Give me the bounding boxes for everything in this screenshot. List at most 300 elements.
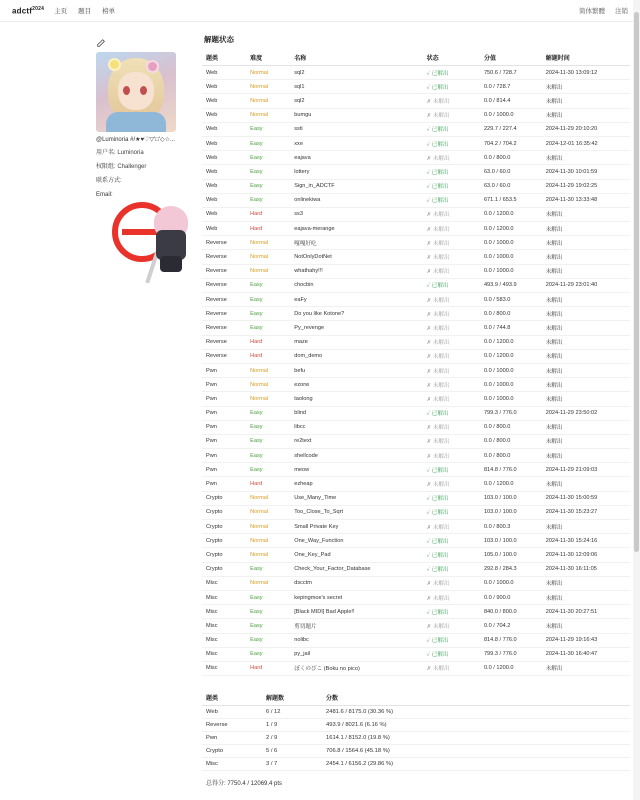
difficulty-badge: Normal (250, 254, 269, 261)
cell-category: Misc (202, 661, 246, 675)
cell-category: Crypto (202, 534, 246, 548)
summary-cell-score: 706.8 / 1564.6 (45.18 %) (322, 745, 630, 758)
nav-item-challenges[interactable]: 题目 (78, 8, 92, 15)
cell-difficulty (246, 576, 290, 590)
table-row[interactable] (202, 222, 630, 236)
avatar (96, 52, 176, 132)
cell-challenge-name[interactable]: ぼくのびこ (Boku no pico) (290, 661, 422, 675)
cell-category: Web (202, 136, 246, 150)
difficulty-badge: Normal (250, 83, 269, 90)
cell-challenge-name[interactable]: chocbin (290, 278, 422, 292)
solve-status-table (202, 50, 630, 676)
cell-challenge-name[interactable]: nolibc (290, 633, 422, 647)
cell-score: 799.3 / 776.0 (480, 647, 542, 661)
cell-solve-time: 未解出 (542, 378, 630, 392)
table-row[interactable] (202, 349, 630, 363)
summary-column-category: 题类 (202, 690, 262, 706)
cell-solve-time: 未解出 (542, 477, 630, 491)
cell-solve-time: 未解出 (542, 590, 630, 604)
summary-cell-score: 2454.1 / 6156.2 (29.86 %) (322, 758, 630, 771)
summary-row (202, 758, 630, 771)
nav-item-scoreboard[interactable]: 榜单 (102, 8, 116, 15)
cell-difficulty (246, 307, 290, 321)
status-solved: ✓ 已解出 (426, 283, 449, 290)
cell-solve-time: 未解出 (542, 420, 630, 434)
table-row[interactable] (202, 66, 630, 80)
cell-status (423, 378, 480, 392)
cell-status (423, 236, 480, 250)
status-unsolved: ✗ 未解出 (426, 666, 450, 673)
table-row[interactable] (202, 293, 630, 307)
table-row[interactable] (202, 392, 630, 406)
cell-challenge-name[interactable]: maze (290, 335, 422, 349)
cell-score: 840.0 / 800.0 (480, 605, 542, 619)
status-solved: ✓ 已解出 (426, 169, 449, 176)
status-unsolved: ✗ 未解出 (426, 255, 450, 262)
difficulty-badge: Easy (250, 296, 263, 303)
cell-score: 0.0 / 1200.0 (480, 661, 542, 675)
cell-status (423, 264, 480, 278)
cell-challenge-name[interactable]: [Black MIDI] Bad Apple!! (290, 605, 422, 619)
edit-icon[interactable] (96, 38, 106, 48)
table-row[interactable] (202, 136, 630, 150)
status-unsolved: ✗ 未解出 (426, 368, 450, 375)
cell-challenge-name[interactable]: Py_revenge (290, 321, 422, 335)
profile-field-username-value: Luminoria (117, 150, 144, 157)
cell-difficulty (246, 236, 290, 250)
cell-score: 0.0 / 728.7 (480, 80, 542, 94)
table-row[interactable] (202, 250, 630, 264)
cell-status (423, 94, 480, 108)
cell-status (423, 108, 480, 122)
cell-challenge-name[interactable]: bumgu (290, 108, 422, 122)
cell-challenge-name[interactable]: One_Way_Function (290, 534, 422, 548)
cell-difficulty (246, 193, 290, 207)
summary-column-score: 分数 (322, 690, 630, 706)
summary-row (202, 732, 630, 745)
profile-field-username-label: 用户名: (96, 150, 116, 157)
cell-challenge-name[interactable]: whathahy!!! (290, 264, 422, 278)
cell-challenge-name[interactable]: 剪切题片 (290, 619, 422, 633)
status-solved: ✓ 已解出 (426, 127, 449, 134)
table-row[interactable] (202, 548, 630, 562)
cell-score: 493.9 / 493.9 (480, 278, 542, 292)
column-header-name: 名称 (290, 50, 422, 66)
summary-cell-count: 2 / 9 (262, 732, 322, 745)
cell-solve-time: 未解出 (542, 434, 630, 448)
cell-category: Pwn (202, 363, 246, 377)
cell-challenge-name[interactable]: Small Private Key (290, 520, 422, 534)
cell-solve-time: 2024-11-30 20:27:51 (542, 605, 630, 619)
cell-category: Pwn (202, 477, 246, 491)
cell-category: Misc (202, 605, 246, 619)
status-unsolved: ✗ 未解出 (426, 325, 450, 332)
cell-challenge-name[interactable]: befu (290, 363, 422, 377)
cell-score: 0.0 / 1200.0 (480, 222, 542, 236)
summary-column-count: 解题数 (262, 690, 322, 706)
status-unsolved: ✗ 未解出 (426, 354, 450, 361)
page-scrollbar[interactable] (633, 0, 640, 800)
cell-difficulty (246, 80, 290, 94)
status-unsolved: ✗ 未解出 (426, 226, 450, 233)
table-row[interactable] (202, 80, 630, 94)
cell-category: Misc (202, 647, 246, 661)
table-row[interactable] (202, 278, 630, 292)
difficulty-badge: Easy (250, 154, 263, 161)
summary-cell-category: Pwn (202, 732, 262, 745)
cell-challenge-name[interactable]: 嘎嘎好吃 (290, 236, 422, 250)
cell-challenge-name[interactable]: ssti (290, 122, 422, 136)
cell-status (423, 363, 480, 377)
difficulty-badge: Easy (250, 637, 263, 644)
cell-solve-time: 2024-11-30 10:01:59 (542, 165, 630, 179)
status-solved: ✓ 已解出 (426, 552, 449, 559)
cell-difficulty (246, 378, 290, 392)
table-row[interactable] (202, 477, 630, 491)
table-row[interactable] (202, 449, 630, 463)
cell-score: 229.7 / 227.4 (480, 122, 542, 136)
table-row[interactable] (202, 420, 630, 434)
cell-challenge-name[interactable]: shellcode (290, 449, 422, 463)
cell-solve-time: 未解出 (542, 236, 630, 250)
cell-difficulty (246, 619, 290, 633)
summary-body (202, 706, 630, 771)
cell-challenge-name[interactable]: kepingmoe's secret (290, 590, 422, 604)
cell-challenge-name[interactable]: sql2 (290, 94, 422, 108)
cell-score: 0.0 / 800.0 (480, 307, 542, 321)
table-row[interactable] (202, 534, 630, 548)
cell-challenge-name[interactable]: sql1 (290, 80, 422, 94)
summary-cell-category: Misc (202, 758, 262, 771)
cell-status (423, 193, 480, 207)
top-navigation-bar (0, 0, 640, 22)
status-unsolved: ✗ 未解出 (426, 98, 450, 105)
status-unsolved: ✗ 未解出 (426, 155, 450, 162)
cell-difficulty (246, 321, 290, 335)
status-unsolved: ✗ 未解出 (426, 340, 450, 347)
table-row[interactable] (202, 633, 630, 647)
profile-field-email-label: Email: (96, 192, 113, 199)
cell-score: 0.0 / 1000.0 (480, 264, 542, 278)
cell-difficulty (246, 165, 290, 179)
cell-difficulty (246, 477, 290, 491)
status-unsolved: ✗ 未解出 (426, 595, 450, 602)
cell-challenge-name[interactable]: dom_demo (290, 349, 422, 363)
nav-item-home[interactable]: 主页 (54, 8, 68, 15)
difficulty-badge: Easy (250, 466, 263, 473)
cell-challenge-name[interactable]: Sign_in_ADCTF (290, 179, 422, 193)
table-row[interactable] (202, 378, 630, 392)
cell-category: Pwn (202, 449, 246, 463)
cell-category: Misc (202, 576, 246, 590)
top-right-actions (579, 6, 628, 15)
summary-cell-count: 1 / 9 (262, 719, 322, 732)
cell-score: 814.8 / 776.0 (480, 463, 542, 477)
summary-cell-score: 2481.6 / 8175.0 (30.36 %) (322, 706, 630, 719)
cell-score: 0.0 / 800.0 (480, 151, 542, 165)
cell-challenge-name[interactable]: sql2 (290, 66, 422, 80)
cell-challenge-name[interactable]: Check_Your_Factor_Database (290, 562, 422, 576)
table-row[interactable] (202, 661, 630, 675)
table-row[interactable] (202, 179, 630, 193)
difficulty-badge: Normal (250, 509, 269, 516)
cell-solve-time: 2024-11-29 21:09:03 (542, 463, 630, 477)
cell-solve-time: 未解出 (542, 151, 630, 165)
cell-difficulty (246, 122, 290, 136)
status-solved: ✓ 已解出 (426, 84, 449, 91)
difficulty-badge: Hard (250, 353, 263, 360)
cell-challenge-name[interactable]: dscctm (290, 576, 422, 590)
summary-cell-category: Crypto (202, 745, 262, 758)
cell-category: Web (202, 66, 246, 80)
cell-status (423, 647, 480, 661)
cell-status (423, 491, 480, 505)
table-row[interactable] (202, 605, 630, 619)
cell-difficulty (246, 363, 290, 377)
table-row[interactable] (202, 236, 630, 250)
cell-challenge-name[interactable]: meow (290, 463, 422, 477)
table-row[interactable] (202, 562, 630, 576)
cell-difficulty (246, 222, 290, 236)
column-header-difficulty: 难度 (246, 50, 290, 66)
cell-category: Misc (202, 590, 246, 604)
cell-challenge-name[interactable]: eajava-merange (290, 222, 422, 236)
difficulty-badge: Easy (250, 324, 263, 331)
cell-solve-time: 未解出 (542, 661, 630, 675)
table-row[interactable] (202, 335, 630, 349)
status-solved: ✓ 已解出 (426, 467, 449, 474)
table-row[interactable] (202, 505, 630, 519)
cell-challenge-name[interactable]: Do you like Kotone? (290, 307, 422, 321)
cell-difficulty (246, 548, 290, 562)
table-row[interactable] (202, 619, 630, 633)
cell-challenge-name[interactable]: blind (290, 406, 422, 420)
cell-score: 0.0 / 583.0 (480, 293, 542, 307)
cell-score: 103.0 / 100.0 (480, 534, 542, 548)
cell-difficulty (246, 449, 290, 463)
cell-status (423, 250, 480, 264)
cell-category: Misc (202, 619, 246, 633)
cell-status (423, 349, 480, 363)
cell-solve-time: 未解出 (542, 307, 630, 321)
cell-status (423, 449, 480, 463)
table-row[interactable] (202, 193, 630, 207)
difficulty-badge: Normal (250, 551, 269, 558)
cell-status (423, 392, 480, 406)
cell-solve-time: 2024-11-29 20:10:20 (542, 122, 630, 136)
table-row[interactable] (202, 207, 630, 221)
profile-field-group-label: 权限组: (96, 164, 116, 171)
cell-status (423, 576, 480, 590)
cell-challenge-name[interactable]: libcc (290, 420, 422, 434)
cell-status (423, 335, 480, 349)
summary-section (202, 690, 630, 787)
table-row[interactable] (202, 307, 630, 321)
table-row[interactable] (202, 108, 630, 122)
cell-score: 0.0 / 800.3 (480, 520, 542, 534)
status-unsolved: ✗ 未解出 (426, 439, 450, 446)
site-logo[interactable] (12, 6, 44, 16)
status-unsolved: ✗ 未解出 (426, 623, 450, 630)
cell-challenge-name[interactable]: ezheap (290, 477, 422, 491)
table-row[interactable] (202, 576, 630, 590)
difficulty-badge: Easy (250, 651, 263, 658)
cell-category: Web (202, 165, 246, 179)
table-row[interactable] (202, 321, 630, 335)
cell-solve-time: 2024-11-30 13:09:12 (542, 66, 630, 80)
status-unsolved: ✗ 未解出 (426, 113, 450, 120)
table-header-row (202, 50, 630, 66)
summary-cell-count: 5 / 6 (262, 745, 322, 758)
cell-difficulty (246, 207, 290, 221)
cell-solve-time: 2024-11-30 15:23:27 (542, 505, 630, 519)
cell-difficulty (246, 250, 290, 264)
cell-score: 63.0 / 60.0 (480, 179, 542, 193)
table-row[interactable] (202, 264, 630, 278)
status-unsolved: ✗ 未解出 (426, 212, 450, 219)
solve-status-section (198, 30, 630, 787)
table-row[interactable] (202, 647, 630, 661)
profile-field-group (96, 163, 188, 172)
cell-category: Web (202, 207, 246, 221)
cell-score: 0.0 / 900.0 (480, 590, 542, 604)
cell-difficulty (246, 661, 290, 675)
logout-link[interactable]: 注销 (615, 8, 628, 15)
cell-difficulty (246, 94, 290, 108)
cell-category: Web (202, 122, 246, 136)
cell-solve-time: 未解出 (542, 94, 630, 108)
table-row[interactable] (202, 434, 630, 448)
status-solved: ✓ 已解出 (426, 567, 449, 574)
cell-category: Pwn (202, 392, 246, 406)
cell-solve-time: 未解出 (542, 363, 630, 377)
main-nav (54, 6, 115, 15)
cell-score: 0.0 / 800.0 (480, 449, 542, 463)
cell-category: Web (202, 108, 246, 122)
cell-solve-time: 2024-11-30 12:09:06 (542, 548, 630, 562)
cell-solve-time: 未解出 (542, 108, 630, 122)
page-content (0, 22, 640, 787)
difficulty-badge: Normal (250, 112, 269, 119)
table-row[interactable] (202, 491, 630, 505)
cell-challenge-name[interactable]: ezorw (290, 378, 422, 392)
cell-category: Reverse (202, 236, 246, 250)
cell-challenge-name[interactable]: onlinekiwa (290, 193, 422, 207)
table-row[interactable] (202, 122, 630, 136)
cell-category: Web (202, 222, 246, 236)
summary-cell-score: 1614.1 / 8152.0 (19.8 %) (322, 732, 630, 745)
status-unsolved: ✗ 未解出 (426, 297, 450, 304)
cell-challenge-name[interactable]: re2text (290, 434, 422, 448)
cell-score: 0.0 / 800.0 (480, 420, 542, 434)
cell-challenge-name[interactable]: One_Key_Pad (290, 548, 422, 562)
cell-score: 704.2 / 704.2 (480, 136, 542, 150)
column-header-status: 状态 (423, 50, 480, 66)
cell-category: Crypto (202, 548, 246, 562)
difficulty-badge: Easy (250, 310, 263, 317)
cell-status (423, 463, 480, 477)
cell-difficulty (246, 108, 290, 122)
summary-table (202, 690, 630, 771)
table-row[interactable] (202, 94, 630, 108)
language-switch[interactable]: 简体繁體 (579, 8, 605, 15)
table-row[interactable] (202, 165, 630, 179)
profile-field-email (96, 191, 188, 200)
difficulty-badge: Normal (250, 580, 269, 587)
status-unsolved: ✗ 未解出 (426, 453, 450, 460)
cell-difficulty (246, 392, 290, 406)
cell-challenge-name[interactable]: lottery (290, 165, 422, 179)
difficulty-badge: Normal (250, 495, 269, 502)
difficulty-badge: Easy (250, 594, 263, 601)
cell-status (423, 307, 480, 321)
cell-solve-time: 未解出 (542, 222, 630, 236)
status-unsolved: ✗ 未解出 (426, 382, 450, 389)
cell-solve-time: 2024-11-30 13:33:48 (542, 193, 630, 207)
cell-challenge-name[interactable]: eaFy (290, 293, 422, 307)
cell-solve-time: 未解出 (542, 335, 630, 349)
cell-status (423, 165, 480, 179)
cell-score: 292.8 / 284.3 (480, 562, 542, 576)
cell-difficulty (246, 278, 290, 292)
summary-cell-count: 3 / 7 (262, 758, 322, 771)
status-solved: ✓ 已解出 (426, 141, 449, 148)
cell-solve-time: 未解出 (542, 392, 630, 406)
cell-status (423, 80, 480, 94)
difficulty-badge: Easy (250, 168, 263, 175)
difficulty-badge: Hard (250, 225, 263, 232)
total-score: 总得分: 7750.4 / 12069.4 pts (206, 781, 283, 788)
cell-status (423, 477, 480, 491)
cell-category: Web (202, 151, 246, 165)
table-row[interactable] (202, 363, 630, 377)
table-row[interactable] (202, 406, 630, 420)
status-solved: ✓ 已解出 (426, 411, 449, 418)
summary-cell-score: 493.9 / 8021.6 (6.16 %) (322, 719, 630, 732)
table-row[interactable] (202, 520, 630, 534)
column-header-solve-time: 解题时间 (542, 50, 630, 66)
cell-status (423, 122, 480, 136)
cell-solve-time: 未解出 (542, 293, 630, 307)
cell-challenge-name[interactable]: eajava (290, 151, 422, 165)
scrollbar-thumb[interactable] (634, 12, 639, 552)
cell-status (423, 434, 480, 448)
table-row[interactable] (202, 590, 630, 604)
cell-challenge-name[interactable]: xxe (290, 136, 422, 150)
cell-difficulty (246, 562, 290, 576)
cell-challenge-name[interactable]: Too_Close_To_Sqrt (290, 505, 422, 519)
table-row[interactable] (202, 463, 630, 477)
cell-category: Reverse (202, 335, 246, 349)
column-header-category: 题类 (202, 50, 246, 66)
cell-challenge-name[interactable]: NotOnlyDotNet (290, 250, 422, 264)
cell-solve-time: 未解出 (542, 520, 630, 534)
cell-challenge-name[interactable]: Use_Many_Time (290, 491, 422, 505)
status-solved: ✓ 已解出 (426, 652, 449, 659)
table-row[interactable] (202, 151, 630, 165)
cell-challenge-name[interactable]: py_jail (290, 647, 422, 661)
difficulty-badge: Normal (250, 381, 269, 388)
cell-challenge-name[interactable]: ss3 (290, 207, 422, 221)
summary-row (202, 719, 630, 732)
status-unsolved: ✗ 未解出 (426, 581, 450, 588)
section-title: 解题状态 (204, 35, 234, 44)
cell-category: Web (202, 179, 246, 193)
status-solved: ✓ 已解出 (426, 198, 449, 205)
cell-challenge-name[interactable]: taolong (290, 392, 422, 406)
cell-difficulty (246, 633, 290, 647)
cell-score: 0.0 / 1000.0 (480, 250, 542, 264)
